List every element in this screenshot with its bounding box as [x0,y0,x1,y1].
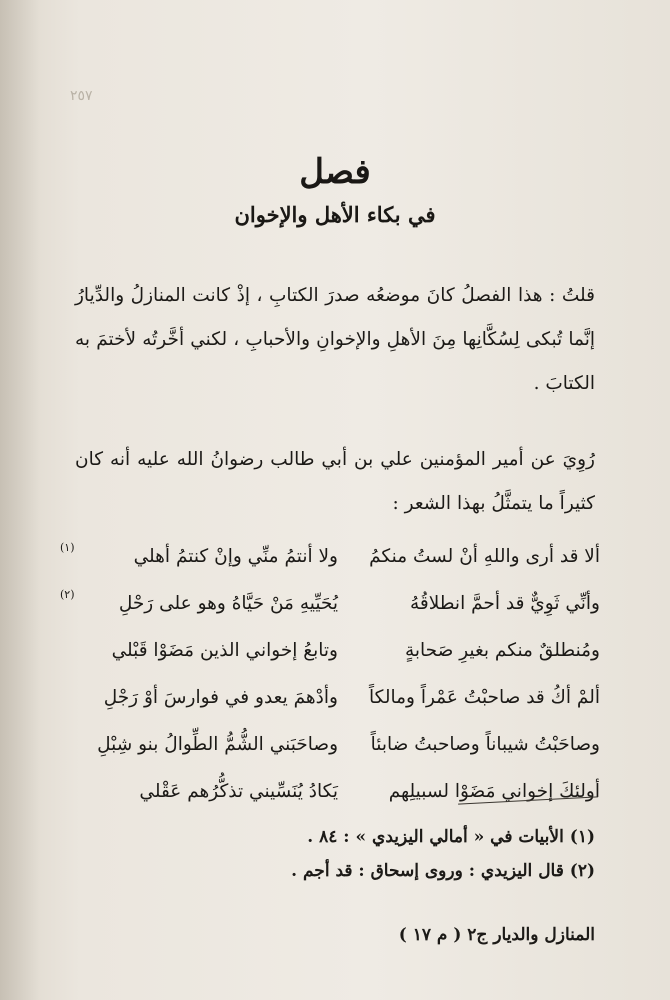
verse-hemistich-first: ألا قد أرى واللهِ أنْ لستُ منكمُ [369,546,600,567]
verse-hemistich-second: يُحَيِّيهِ مَنْ حَيَّاهُ وهو على رَحْلِ [118,593,338,614]
footnote-item: (٢) قال اليزيدي : وروى إسحاق : قد أجم . [291,861,595,881]
verse-line [60,533,600,580]
poem [60,533,600,815]
verse-hemistich-first: ألمْ أكُ قد صاحبْتُ عَمْراً ومالكاً [368,687,600,708]
spine-shadow [0,0,40,1000]
verse-hemistich-second: ولا أنتمُ منِّي وإنْ كنتمُ أهلي [133,546,338,567]
verse-line [60,627,600,674]
verse-hemistich-first: أولئكَ إخواني مَضَوْا لسبيلِهم [388,781,600,802]
verse-hemistich-first: ومُنطلقٌ منكم بغيرِ صَحابةٍ [404,640,600,661]
verse-hemistich-second: وأدْهمَ يعدو في فوارسَ أوْ رَجْلِ [103,687,338,708]
footnote-reference [60,768,88,776]
footnotes [75,820,595,888]
verse-hemistich-second: وتابعُ إخواني الذين مَضَوْا قَبْلي [111,640,338,661]
signature-mark: المنازل والديار ج٢ ( م ١٧ ) [398,925,595,945]
verse-line [60,674,600,721]
chapter-subtitle: في بكاء الأهل والإخوان [234,202,436,227]
footnote-reference: (٢) [60,588,75,601]
verse-hemistich-first: وأنِّي ثَوِيٌّ قد أحمَّ انطلاقُهُ [409,593,600,614]
verse-line [60,580,600,627]
footnote-reference [60,721,88,729]
page-number: ٢٥٧ [70,88,93,104]
footnote-reference: (١) [60,541,75,554]
verse-line [60,721,600,768]
verse-hemistich-second: يَكادُ يُنَسِّيني تذكُّرُهم عَقْلي [139,781,338,802]
paragraph-narration: رُوِيَ عن أمير المؤمنين علي بن أبي طالب رضوانُ الله عليه أنه كان كثيراً ما يتمثَّلُ بهذا الشعر : [75,449,595,514]
footnote-item: (١) الأبيات في « أمالي اليزيدي » : ٨٤ . [307,827,595,847]
footnote-reference [60,627,88,635]
chapter-title: فصل [299,152,371,192]
footnote-reference [60,674,88,682]
verse-hemistich-first: وصاحَبْتُ شيباناً وصاحبتُ ضابئاً [370,734,600,755]
verse-hemistich-second: وصاحَبَني الشُّمُّ الطِّوالُ بنو شِبْلِ [97,734,338,755]
verse-line [60,768,600,815]
paragraph-intro: قلتُ : هذا الفصلُ كانَ موضعُه صدرَ الكتابِ ، إذْ كانت المنازلُ والدِّيارُ إنَّما تُبكى لِسُكَّانِها مِنَ الأهلِ والإخوانِ والأحبابِ ، لكني أخَّرتُه لأختمَ به الكتابَ . [75,285,595,394]
